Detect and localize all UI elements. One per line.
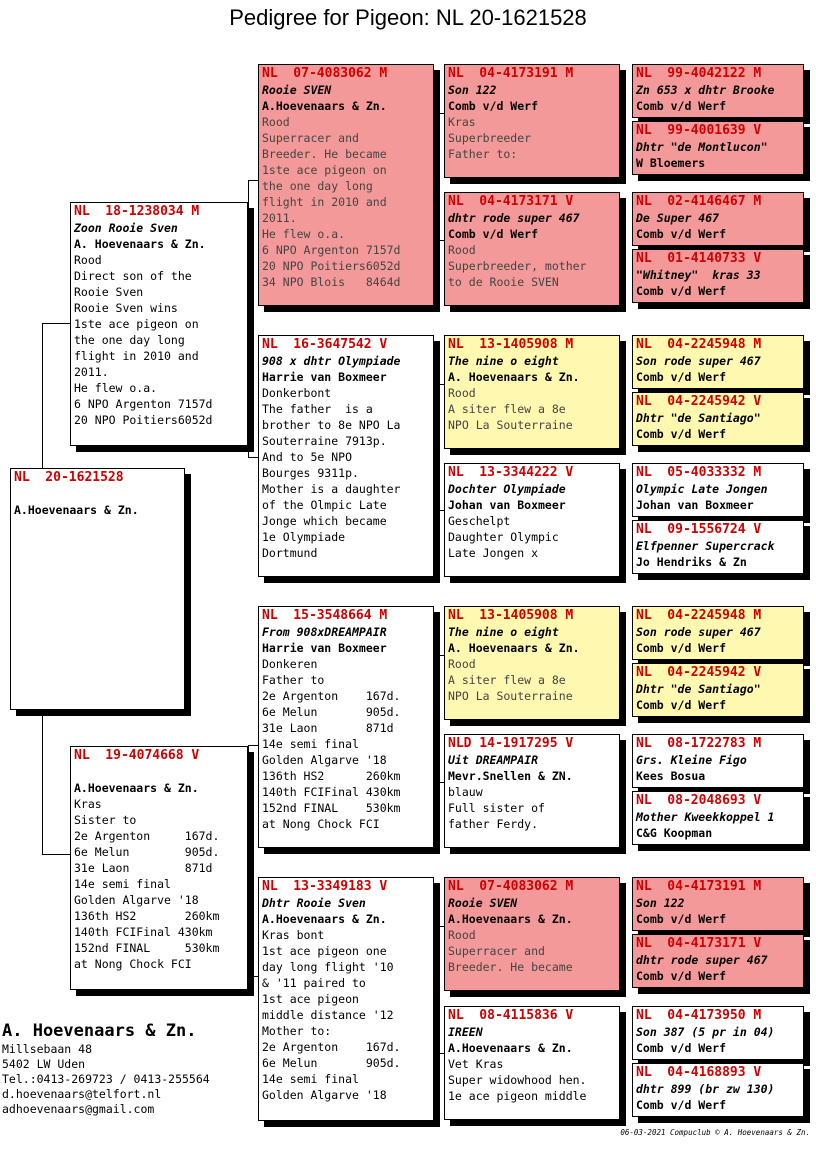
ring-number: NL 01-4140733 V xyxy=(636,251,762,266)
pigeon-name: Elfpenner Supercrack xyxy=(636,539,775,553)
pedigree-card-gen5 xyxy=(632,934,804,988)
ring-number: NL 99-4001639 V xyxy=(636,123,762,138)
breeder-name: Harrie van Boxmeer xyxy=(262,641,387,655)
info-line: Father to: xyxy=(448,147,518,161)
info-line: Rooie Sven xyxy=(74,285,144,299)
pedigree-card-sire xyxy=(70,202,248,446)
pigeon-name: The nine o eight xyxy=(448,625,559,639)
pigeon-name: "Whitney" kras 33 xyxy=(636,268,761,282)
info-line: 2011. xyxy=(262,211,297,225)
info-line: of the Olmpic Late xyxy=(262,498,387,512)
info-line: Jonge which became xyxy=(262,514,387,528)
breeder-name: Comb v/d Werf xyxy=(636,1041,727,1055)
info-line: 6e Melun 905d. xyxy=(262,705,401,719)
info-line: Father to xyxy=(262,673,325,687)
info-line: Donkeren xyxy=(262,657,318,671)
info-line: 2011. xyxy=(74,365,109,379)
info-line: A siter flew a 8e xyxy=(448,673,566,687)
info-line: 136th HS2 260km xyxy=(262,769,401,783)
info-line: Full sister of xyxy=(448,801,545,815)
breeder-name: A. Hoevenaars & Zn. xyxy=(448,370,580,384)
info-line: Rood xyxy=(448,386,476,400)
info-line: brother to 8e NPO La xyxy=(262,418,401,432)
info-line: 1st ace pigeon one xyxy=(262,944,387,958)
info-line: And to 5e NPO xyxy=(262,450,353,464)
ring-number: NL 13-3344222 V xyxy=(448,465,574,480)
info-line: Kras xyxy=(448,115,476,129)
info-line: & '11 paired to xyxy=(262,976,366,990)
pedigree-card-gen5 xyxy=(632,663,804,717)
pigeon-name xyxy=(74,764,244,780)
info-line: Souterraine 7913p. xyxy=(262,434,387,448)
info-line: 1ste ace pigeon on xyxy=(262,163,387,177)
ring-number: NL 13-3349183 V xyxy=(262,879,388,894)
pedigree-card-grandsire-maternal xyxy=(258,606,434,848)
pedigree-card-gen4 xyxy=(444,1006,620,1120)
breeder-name: Comb v/d Werf xyxy=(636,698,727,712)
pigeon-name: Son rode super 467 xyxy=(636,625,761,639)
info-line: Kras bont xyxy=(262,928,325,942)
breeder-name: A. Hoevenaars & Zn. xyxy=(448,641,580,655)
info-line: at Nong Chock FCI xyxy=(262,817,380,831)
ring-number: NL 08-4115836 V xyxy=(448,1008,574,1023)
info-line: 1e Olympiade xyxy=(262,530,346,544)
info-line: 6e Melun 905d. xyxy=(74,845,220,859)
ring-number: NL 13-1405908 M xyxy=(448,337,574,352)
info-line: Dortmund xyxy=(262,546,318,560)
info-line: Golden Algarve '18 xyxy=(262,1088,387,1102)
info-line: flight in 2010 and xyxy=(74,349,199,363)
info-line: 1st ace pigeon xyxy=(262,992,359,1006)
info-line: father Ferdy. xyxy=(448,817,539,831)
breeder-name: W Bloemers xyxy=(636,156,706,170)
pigeon-name: Dhtr Rooie Sven xyxy=(262,896,366,910)
info-line: Rood xyxy=(448,657,476,671)
ring-number: NL 15-3548664 M xyxy=(262,608,388,623)
info-line: 14e semi final xyxy=(262,737,359,751)
info-line: the one day long xyxy=(262,179,373,193)
info-line: Super widowhood hen. xyxy=(448,1073,587,1087)
breeder-name: Johan van Boxmeer xyxy=(636,498,754,512)
pedigree-card-gen5 xyxy=(632,877,804,931)
breeder-name: Comb v/d Werf xyxy=(636,227,727,241)
info-line: 14e semi final xyxy=(262,1072,359,1086)
info-line: Donkerbont xyxy=(262,386,332,400)
info-line: blauw xyxy=(448,785,483,799)
breeder-name: Mevr.Snellen & ZN. xyxy=(448,769,573,783)
info-line: Rood xyxy=(448,928,476,942)
info-line: He flew o.a. xyxy=(74,381,158,395)
info-line: Direct son of the xyxy=(74,269,192,283)
owner-address: Millsebaan 48 xyxy=(2,1042,93,1056)
info-line: 6e Melun 905d. xyxy=(262,1056,401,1070)
info-line: Superbreeder, mother xyxy=(448,259,587,273)
pedigree-card-gen5 xyxy=(632,734,804,788)
ring-number: NL 02-4146467 M xyxy=(636,194,762,209)
info-line: The father is a xyxy=(262,402,373,416)
info-line xyxy=(14,486,181,502)
info-line: 152nd FINAL 530km xyxy=(262,801,401,815)
info-line: at Nong Chock FCI xyxy=(74,957,192,971)
info-line: Daughter Olympic xyxy=(448,530,559,544)
breeder-name: A.Hoevenaars & Zn. xyxy=(448,1041,573,1055)
pedigree-card-gen5 xyxy=(632,335,804,389)
info-line: Geschelpt xyxy=(448,514,511,528)
info-line: Golden Algarve '18 xyxy=(262,753,387,767)
pigeon-name: Son rode super 467 xyxy=(636,354,761,368)
info-line: 20 NPO Poitiers6052d xyxy=(74,413,213,427)
info-line: to de Rooie SVEN xyxy=(448,275,559,289)
info-line: He flew o.a. xyxy=(262,227,346,241)
pedigree-card-gen5 xyxy=(632,791,804,845)
info-line: NPO La Souterraine xyxy=(448,418,573,432)
info-line: middle distance '12 xyxy=(262,1008,394,1022)
ring-number: NL 04-4168893 V xyxy=(636,1065,762,1080)
info-line: 1ste ace pigeon on xyxy=(74,317,199,331)
breeder-name: C&G Koopman xyxy=(636,826,713,840)
breeder-name: Comb v/d Werf xyxy=(636,284,727,298)
breeder-name: Comb v/d Werf xyxy=(636,99,727,113)
breeder-name: Jo Hendriks & Zn xyxy=(636,555,747,569)
ring-number: NLD 14-1917295 V xyxy=(448,736,574,751)
pigeon-name: Son 387 (5 pr in 04) xyxy=(636,1025,775,1039)
ring-number: NL 16-3647542 V xyxy=(262,337,388,352)
pigeon-name: Olympic Late Jongen xyxy=(636,482,768,496)
info-line: 140th FCIFinal 430km xyxy=(262,785,401,799)
pedigree-card-gen4 xyxy=(444,335,620,449)
pigeon-name: The nine o eight xyxy=(448,354,559,368)
breeder-name: Comb v/d Werf xyxy=(636,641,727,655)
pigeon-name: 908 x dhtr Olympiade xyxy=(262,354,401,368)
ring-number: NL 04-4173191 M xyxy=(636,879,762,894)
pedigree-card-gen5 xyxy=(632,392,804,446)
ring-number: NL 08-1722783 M xyxy=(636,736,762,751)
info-line: Rood xyxy=(262,115,290,129)
ring-number: NL 05-4033332 M xyxy=(636,465,762,480)
info-line: 2e Argenton 167d. xyxy=(74,829,220,843)
ring-number: NL 04-2245942 V xyxy=(636,665,762,680)
ring-number: NL 20-1621528 xyxy=(14,470,124,485)
ring-number: NL 04-4173171 V xyxy=(636,936,762,951)
pigeon-name: Dochter Olympiade xyxy=(448,482,566,496)
info-line: A siter flew a 8e xyxy=(448,402,566,416)
pigeon-name: dhtr rode super 467 xyxy=(636,953,768,967)
breeder-name: Comb v/d Werf xyxy=(636,912,727,926)
info-line: 14e semi final xyxy=(74,877,171,891)
info-line: Mother to: xyxy=(262,1024,332,1038)
pedigree-card-gen4 xyxy=(444,606,620,720)
breeder-name: A.Hoevenaars & Zn. xyxy=(448,912,573,926)
pedigree-card-gen5 xyxy=(632,249,804,303)
info-line: Rooie Sven wins xyxy=(74,301,178,315)
pigeon-name: Dhtr "de Montlucon" xyxy=(636,140,768,154)
info-line: Rood xyxy=(448,243,476,257)
ring-number: NL 04-2245948 M xyxy=(636,337,762,352)
breeder-name: A.Hoevenaars & Zn. xyxy=(74,781,199,795)
info-line: 6 NPO Argenton 7157d xyxy=(262,243,401,257)
info-line: Breeder. He became xyxy=(448,960,573,974)
breeder-name: Comb v/d Werf xyxy=(636,1098,727,1112)
ring-number: NL 04-4173950 M xyxy=(636,1008,762,1023)
pedigree-card-gen4 xyxy=(444,463,620,577)
breeder-name: A.Hoevenaars & Zn. xyxy=(14,503,139,517)
info-line: Bourges 9311p. xyxy=(262,466,359,480)
info-line: 31e Laon 871d xyxy=(74,861,213,875)
ring-number: NL 07-4083062 M xyxy=(448,879,574,894)
breeder-name: Johan van Boxmeer xyxy=(448,498,566,512)
owner-phone: Tel.:0413-269723 / 0413-255564 xyxy=(2,1072,210,1086)
info-line: Breeder. He became xyxy=(262,147,387,161)
breeder-name: Comb v/d Werf xyxy=(636,370,727,384)
breeder-name: Comb v/d Werf xyxy=(448,99,539,113)
ring-number: NL 09-1556724 V xyxy=(636,522,762,537)
info-line: Vet Kras xyxy=(448,1057,504,1071)
info-line: 152nd FINAL 530km xyxy=(74,941,220,955)
ring-number: NL 19-4074668 V xyxy=(74,748,200,763)
pigeon-name: Uit DREAMPAIR xyxy=(448,753,539,767)
pedigree-card-gen5 xyxy=(632,64,804,118)
owner-email: d.hoevenaars@telfort.nl xyxy=(2,1087,162,1101)
pigeon-name: Dhtr "de Santiago" xyxy=(636,682,761,696)
pedigree-card-subject xyxy=(10,468,185,710)
pedigree-card-granddam-paternal xyxy=(258,335,434,577)
ring-number: NL 04-2245942 V xyxy=(636,394,762,409)
pigeon-name: Mother Kweekkoppel 1 xyxy=(636,810,775,824)
breeder-name: Comb v/d Werf xyxy=(636,969,727,983)
pigeon-name: From 908xDREAMPAIR xyxy=(262,625,387,639)
pedigree-card-gen5 xyxy=(632,520,804,574)
pedigree-card-gen5 xyxy=(632,121,804,175)
pedigree-card-gen4 xyxy=(444,877,620,991)
owner-postcode: 5402 LW Uden xyxy=(2,1057,86,1071)
info-line: 1e ace pigeon middle xyxy=(448,1089,587,1103)
ring-number: NL 04-4173191 M xyxy=(448,66,574,81)
pigeon-name: Grs. Kleine Figo xyxy=(636,753,747,767)
ring-number: NL 04-2245948 M xyxy=(636,608,762,623)
pigeon-name: Rooie SVEN xyxy=(448,896,518,910)
info-line: Kras xyxy=(74,797,102,811)
info-line: Superbreeder xyxy=(448,131,532,145)
pedigree-card-gen5 xyxy=(632,1063,804,1117)
info-line: the one day long xyxy=(74,333,185,347)
breeder-name: A. Hoevenaars & Zn. xyxy=(74,237,206,251)
info-line: 2e Argenton 167d. xyxy=(262,1040,401,1054)
footer-credit: 06-03-2021 Compuclub © A. Hoevenaars & Zn. xyxy=(620,1128,810,1137)
breeder-name: Kees Bosua xyxy=(636,769,706,783)
info-line: 20 NPO Poitiers6052d xyxy=(262,259,401,273)
pedigree-card-gen5 xyxy=(632,463,804,517)
info-line: Superracer and xyxy=(262,131,359,145)
ring-number: NL 07-4083062 M xyxy=(262,66,388,81)
info-line: Superracer and xyxy=(448,944,545,958)
ring-number: NL 13-1405908 M xyxy=(448,608,574,623)
pedigree-card-granddam-maternal xyxy=(258,877,434,1121)
info-line: Late Jongen x xyxy=(448,546,539,560)
pigeon-name: Rooie SVEN xyxy=(262,83,332,97)
pigeon-name: Son 122 xyxy=(636,896,685,910)
pedigree-card-gen5 xyxy=(632,1006,804,1060)
owner-name: A. Hoevenaars & Zn. xyxy=(2,1021,197,1041)
info-line: day long flight '10 xyxy=(262,960,394,974)
info-line: NPO La Souterraine xyxy=(448,689,573,703)
pedigree-card-gen5 xyxy=(632,606,804,660)
info-line: 2e Argenton 167d. xyxy=(262,689,401,703)
pigeon-name: Son 122 xyxy=(448,83,497,97)
info-line: 6 NPO Argenton 7157d xyxy=(74,397,213,411)
pigeon-name: De Super 467 xyxy=(636,211,720,225)
pedigree-card-dam xyxy=(70,746,248,990)
info-line: Rood xyxy=(74,253,102,267)
info-line: Golden Algarve '18 xyxy=(74,893,199,907)
ring-number: NL 08-2048693 V xyxy=(636,793,762,808)
ring-number: NL 18-1238034 M xyxy=(74,204,200,219)
info-line: 34 NPO Blois 8464d xyxy=(262,275,401,289)
breeder-name: Harrie van Boxmeer xyxy=(262,370,387,384)
info-line: 136th HS2 260km xyxy=(74,909,220,923)
info-line: Sister to xyxy=(74,813,137,827)
info-line: Mother is a daughter xyxy=(262,482,401,496)
ring-number: NL 99-4042122 M xyxy=(636,66,762,81)
ring-number: NL 04-4173171 V xyxy=(448,194,574,209)
breeder-name: Comb v/d Werf xyxy=(636,427,727,441)
info-line: flight in 2010 and xyxy=(262,195,387,209)
pigeon-name: Zn 653 x dhtr Brooke xyxy=(636,83,775,97)
info-line: 140th FCIFinal 430km xyxy=(74,925,213,939)
pedigree-card-gen4 xyxy=(444,64,620,178)
pigeon-name: Zoon Rooie Sven xyxy=(74,221,178,235)
pigeon-name: IREEN xyxy=(448,1025,483,1039)
owner-block xyxy=(2,1020,210,1117)
pigeon-name: dhtr rode super 467 xyxy=(448,211,580,225)
pigeon-name: Dhtr "de Santiago" xyxy=(636,411,761,425)
breeder-name: A.Hoevenaars & Zn. xyxy=(262,99,387,113)
pedigree-card-grandsire-paternal xyxy=(258,64,434,306)
owner-email-alt: adhoevenaars@gmail.com xyxy=(2,1102,155,1116)
info-line: 31e Laon 871d xyxy=(262,721,394,735)
breeder-name: Comb v/d Werf xyxy=(448,227,539,241)
breeder-name: A.Hoevenaars & Zn. xyxy=(262,912,387,926)
pigeon-name: dhtr 899 (br zw 130) xyxy=(636,1082,775,1096)
pedigree-card-gen4 xyxy=(444,192,620,306)
pedigree-card-gen5 xyxy=(632,192,804,246)
pedigree-card-gen4 xyxy=(444,734,620,848)
page-title: Pedigree for Pigeon: NL 20-1621528 xyxy=(229,5,587,30)
